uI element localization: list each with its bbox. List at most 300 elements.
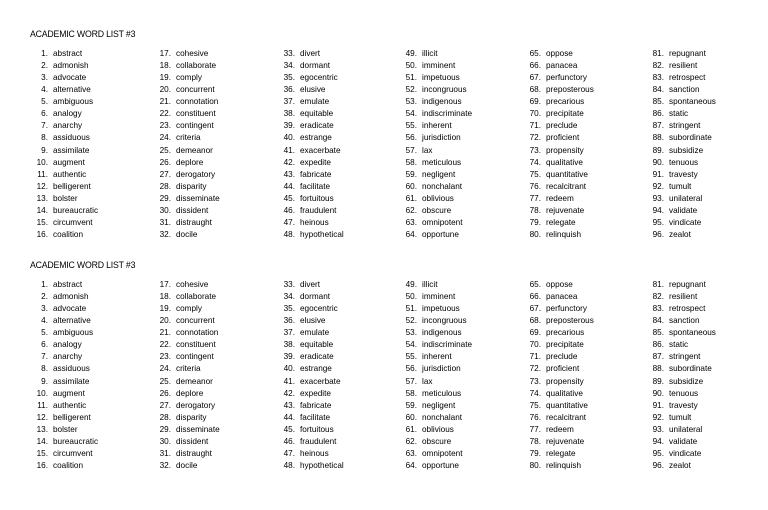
list-item: [523, 145, 643, 157]
item-word: subsidize: [669, 145, 704, 155]
list-item: [153, 436, 273, 448]
item-number: 54.: [405, 340, 417, 350]
item-word: tumult: [669, 412, 692, 422]
item-word: oppose: [546, 280, 573, 289]
item-word: advocate: [53, 304, 87, 314]
list-item: [30, 363, 150, 375]
item-word: admonish: [53, 292, 89, 302]
list-item: [646, 205, 766, 217]
list-item: [646, 327, 766, 339]
item-word: cohesive: [176, 49, 209, 58]
list-item: [646, 291, 766, 303]
list-item: [399, 72, 519, 84]
item-word: negligent: [422, 400, 456, 410]
list-item: [153, 120, 273, 132]
item-number: 6.: [41, 340, 48, 350]
item-number: 54.: [405, 109, 417, 119]
list-item: [30, 339, 150, 351]
list-item: [153, 132, 273, 144]
item-number: 49.: [405, 280, 417, 289]
item-word: circumvent: [53, 448, 93, 458]
list-item: [646, 436, 766, 448]
list-item: [277, 120, 397, 132]
list-item: [30, 436, 150, 448]
item-word: cohesive: [176, 280, 209, 289]
item-number: 70.: [529, 109, 541, 119]
item-number: 40.: [283, 133, 295, 143]
list-item: [30, 169, 150, 181]
item-word: relinquish: [546, 460, 582, 470]
item-word: bureaucratic: [53, 436, 99, 446]
item-number: 64.: [405, 229, 417, 239]
item-word: redeem: [546, 193, 574, 203]
item-number: 28.: [159, 181, 171, 191]
item-word: fortuitous: [300, 193, 334, 203]
list-item: [30, 400, 150, 412]
item-number: 69.: [529, 97, 541, 107]
item-word: rejuvenate: [546, 205, 585, 215]
item-number: 1.: [41, 49, 48, 58]
item-word: demeanor: [176, 376, 213, 386]
item-word: redeem: [546, 424, 574, 434]
item-number: 90.: [652, 157, 664, 167]
word-column: [30, 48, 150, 241]
list-item: [399, 412, 519, 424]
item-number: 32.: [159, 460, 171, 470]
item-word: oblivious: [422, 193, 454, 203]
item-word: opportune: [422, 229, 459, 239]
item-word: obscure: [422, 205, 452, 215]
item-word: opportune: [422, 460, 459, 470]
list-item: [277, 84, 397, 96]
item-number: 23.: [159, 352, 171, 362]
item-word: disparity: [176, 412, 207, 422]
list-item: [399, 157, 519, 169]
item-word: qualitative: [546, 388, 583, 398]
list-item: [153, 363, 273, 375]
item-number: 75.: [529, 169, 541, 179]
list-item: [153, 205, 273, 217]
list-item: [30, 351, 150, 363]
list-item: [523, 60, 643, 72]
list-title: ACADEMIC WORD LIST #3: [30, 29, 136, 40]
item-word: contingent: [176, 121, 214, 131]
item-word: incongruous: [422, 85, 467, 95]
list-title: ACADEMIC WORD LIST #3: [30, 260, 136, 271]
list-item: [646, 351, 766, 363]
list-item: [30, 145, 150, 157]
item-word: comply: [176, 304, 202, 314]
item-number: 39.: [283, 121, 295, 131]
list-item: [646, 303, 766, 315]
item-number: 69.: [529, 328, 541, 338]
item-number: 14.: [36, 436, 48, 446]
item-number: 18.: [159, 292, 171, 302]
item-word: subordinate: [669, 133, 712, 143]
list-item: [523, 205, 643, 217]
item-number: 3.: [41, 73, 48, 83]
item-word: retrospect: [669, 73, 706, 83]
item-number: 46.: [283, 205, 295, 215]
word-columns: [30, 48, 760, 248]
item-number: 35.: [283, 73, 295, 83]
item-number: 66.: [529, 61, 541, 71]
item-number: 94.: [652, 436, 664, 446]
list-item: [153, 424, 273, 436]
item-number: 3.: [41, 304, 48, 314]
item-number: 80.: [529, 460, 541, 470]
item-number: 60.: [405, 412, 417, 422]
item-word: propensity: [546, 376, 584, 386]
item-word: nonchalant: [422, 412, 463, 422]
item-word: indigenous: [422, 97, 462, 107]
list-item: [277, 217, 397, 229]
item-number: 70.: [529, 340, 541, 350]
list-item: [523, 351, 643, 363]
item-number: 83.: [652, 73, 664, 83]
item-word: assiduous: [53, 364, 90, 374]
item-number: 25.: [159, 376, 171, 386]
list-item: [646, 424, 766, 436]
list-item: [153, 448, 273, 460]
item-number: 7.: [41, 121, 48, 131]
item-number: 74.: [529, 388, 541, 398]
list-item: [277, 181, 397, 193]
item-word: connotation: [176, 328, 219, 338]
item-number: 95.: [652, 448, 664, 458]
list-item: [277, 157, 397, 169]
list-item: [277, 291, 397, 303]
item-number: 91.: [652, 169, 664, 179]
item-word: jurisdiction: [422, 133, 461, 143]
item-word: alternative: [53, 316, 91, 326]
item-number: 59.: [405, 169, 417, 179]
item-word: estrange: [300, 364, 332, 374]
list-item: [399, 108, 519, 120]
list-item: [30, 388, 150, 400]
item-number: 43.: [283, 400, 295, 410]
item-number: 77.: [529, 424, 541, 434]
item-number: 88.: [652, 364, 664, 374]
list-item: [523, 84, 643, 96]
item-word: imminent: [422, 61, 456, 71]
item-word: resilient: [669, 61, 698, 71]
item-word: qualitative: [546, 157, 583, 167]
item-word: abstract: [53, 280, 83, 289]
item-number: 17.: [159, 49, 171, 58]
list-item: [646, 388, 766, 400]
item-number: 65.: [529, 49, 541, 58]
item-word: meticulous: [422, 157, 462, 167]
item-number: 21.: [159, 97, 171, 107]
list-item: [646, 84, 766, 96]
item-number: 23.: [159, 121, 171, 131]
list-item: [30, 327, 150, 339]
list-item: [523, 181, 643, 193]
item-number: 39.: [283, 352, 295, 362]
list-item: [646, 279, 766, 291]
item-number: 11.: [37, 400, 48, 410]
item-word: dissident: [176, 205, 209, 215]
item-word: admonish: [53, 61, 89, 71]
item-number: 82.: [652, 292, 664, 302]
item-word: relegate: [546, 448, 576, 458]
item-word: retrospect: [669, 304, 706, 314]
item-word: bolster: [53, 424, 78, 434]
list-item: [277, 96, 397, 108]
item-word: stringent: [669, 121, 701, 131]
item-word: concurrent: [176, 85, 215, 95]
item-word: preposterous: [546, 85, 594, 95]
item-word: fortuitous: [300, 424, 334, 434]
item-word: augment: [53, 388, 85, 398]
list-item: [523, 229, 643, 241]
item-word: analogy: [53, 340, 82, 350]
list-item: [523, 169, 643, 181]
item-number: 63.: [405, 448, 417, 458]
item-word: disseminate: [176, 424, 220, 434]
word-column: [153, 279, 273, 472]
item-number: 64.: [405, 460, 417, 470]
item-number: 44.: [283, 412, 295, 422]
item-word: recalcitrant: [546, 412, 587, 422]
item-word: ambiguous: [53, 328, 94, 338]
list-item: [30, 448, 150, 460]
item-word: docile: [176, 229, 198, 239]
item-number: 12.: [36, 412, 48, 422]
item-number: 29.: [159, 193, 171, 203]
list-item: [277, 48, 397, 60]
list-item: [153, 460, 273, 472]
item-word: travesty: [669, 169, 698, 179]
item-number: 13.: [36, 193, 48, 203]
item-word: analogy: [53, 109, 82, 119]
item-word: coalition: [53, 229, 84, 239]
item-number: 18.: [159, 61, 171, 71]
list-item: [523, 108, 643, 120]
item-number: 16.: [36, 460, 48, 470]
item-word: subsidize: [669, 376, 704, 386]
list-item: [646, 339, 766, 351]
item-number: 71.: [529, 352, 541, 362]
item-word: distraught: [176, 448, 212, 458]
item-word: precarious: [546, 97, 585, 107]
item-number: 14.: [36, 205, 48, 215]
item-number: 58.: [405, 157, 417, 167]
list-item: [399, 376, 519, 388]
item-word: perfunctory: [546, 304, 587, 314]
item-word: heinous: [300, 217, 329, 227]
item-word: validate: [669, 205, 698, 215]
item-number: 34.: [283, 61, 295, 71]
item-word: ambiguous: [53, 97, 94, 107]
list-item: [277, 108, 397, 120]
item-number: 30.: [159, 436, 171, 446]
list-item: [646, 96, 766, 108]
list-item: [399, 339, 519, 351]
item-word: fabricate: [300, 169, 332, 179]
item-word: derogatory: [176, 400, 216, 410]
list-item: [399, 303, 519, 315]
list-item: [399, 363, 519, 375]
item-word: collaborate: [176, 61, 217, 71]
item-number: 9.: [41, 376, 48, 386]
item-number: 34.: [283, 292, 295, 302]
list-item: [523, 376, 643, 388]
item-word: criteria: [176, 133, 201, 143]
item-number: 2.: [41, 61, 48, 71]
item-number: 32.: [159, 229, 171, 239]
item-word: impetuous: [422, 73, 460, 83]
item-word: imminent: [422, 292, 456, 302]
item-number: 56.: [405, 133, 417, 143]
item-word: constituent: [176, 109, 216, 119]
item-word: stringent: [669, 352, 701, 362]
item-number: 4.: [41, 85, 48, 95]
list-item: [399, 60, 519, 72]
item-word: facilitate: [300, 181, 331, 191]
item-word: indiscriminate: [422, 340, 473, 350]
item-word: zealot: [669, 229, 691, 239]
list-item: [30, 181, 150, 193]
item-word: dormant: [300, 292, 331, 302]
list-item: [153, 84, 273, 96]
item-number: 41.: [283, 145, 295, 155]
list-item: [646, 120, 766, 132]
item-word: distraught: [176, 217, 212, 227]
item-number: 8.: [41, 364, 48, 374]
list-item: [277, 327, 397, 339]
item-word: proficient: [546, 133, 580, 143]
item-number: 80.: [529, 229, 541, 239]
list-item: [153, 291, 273, 303]
list-item: [153, 193, 273, 205]
item-number: 86.: [652, 109, 664, 119]
item-number: 75.: [529, 400, 541, 410]
item-word: hypothetical: [300, 460, 344, 470]
list-item: [153, 108, 273, 120]
item-word: exacerbate: [300, 376, 341, 386]
list-item: [153, 217, 273, 229]
item-number: 77.: [529, 193, 541, 203]
list-item: [30, 132, 150, 144]
item-number: 53.: [405, 328, 417, 338]
list-item: [399, 217, 519, 229]
item-word: spontaneous: [669, 97, 716, 107]
item-number: 22.: [159, 109, 171, 119]
list-item: [399, 424, 519, 436]
list-item: [646, 132, 766, 144]
item-number: 42.: [283, 388, 295, 398]
list-item: [523, 193, 643, 205]
item-number: 50.: [405, 292, 417, 302]
list-item: [30, 193, 150, 205]
list-item: [523, 96, 643, 108]
item-word: assiduous: [53, 133, 90, 143]
item-word: docile: [176, 460, 198, 470]
item-number: 20.: [159, 85, 171, 95]
list-item: [646, 157, 766, 169]
item-number: 78.: [529, 205, 541, 215]
item-number: 94.: [652, 205, 664, 215]
item-number: 83.: [652, 304, 664, 314]
item-word: spontaneous: [669, 328, 716, 338]
item-number: 59.: [405, 400, 417, 410]
item-number: 36.: [283, 85, 295, 95]
list-item: [277, 424, 397, 436]
list-item: [30, 303, 150, 315]
item-number: 35.: [283, 304, 295, 314]
list-item: [153, 315, 273, 327]
list-item: [153, 279, 273, 291]
item-word: divert: [300, 280, 321, 289]
item-word: static: [669, 340, 689, 350]
list-item: [399, 120, 519, 132]
item-number: 85.: [652, 97, 664, 107]
item-number: 96.: [652, 460, 664, 470]
item-word: precipitate: [546, 109, 584, 119]
item-word: constituent: [176, 340, 216, 350]
list-item: [646, 460, 766, 472]
item-word: negligent: [422, 169, 456, 179]
list-item: [646, 448, 766, 460]
list-item: [153, 96, 273, 108]
item-number: 19.: [159, 73, 171, 83]
item-word: emulate: [300, 97, 330, 107]
item-number: 10.: [36, 157, 48, 167]
item-word: equitable: [300, 340, 334, 350]
item-word: oblivious: [422, 424, 454, 434]
item-number: 91.: [652, 400, 664, 410]
list-item: [153, 303, 273, 315]
item-number: 24.: [159, 364, 171, 374]
list-item: [277, 132, 397, 144]
item-word: inherent: [422, 121, 452, 131]
item-word: circumvent: [53, 217, 93, 227]
list-item: [153, 412, 273, 424]
list-item: [277, 363, 397, 375]
list-item: [277, 315, 397, 327]
item-word: lax: [422, 376, 433, 386]
item-number: 50.: [405, 61, 417, 71]
item-word: bolster: [53, 193, 78, 203]
item-word: sanction: [669, 85, 700, 95]
item-word: anarchy: [53, 121, 83, 131]
list-item: [523, 315, 643, 327]
item-number: 61.: [405, 424, 417, 434]
item-word: coalition: [53, 460, 84, 470]
item-word: static: [669, 109, 689, 119]
list-item: [399, 436, 519, 448]
item-number: 16.: [36, 229, 48, 239]
list-item: [646, 108, 766, 120]
item-number: 31.: [159, 448, 171, 458]
list-item: [30, 84, 150, 96]
item-number: 15.: [36, 448, 48, 458]
word-column: [399, 48, 519, 241]
item-word: advocate: [53, 73, 87, 83]
list-item: [646, 363, 766, 375]
item-number: 73.: [529, 145, 541, 155]
item-number: 55.: [405, 352, 417, 362]
item-number: 87.: [652, 121, 664, 131]
item-number: 86.: [652, 340, 664, 350]
list-item: [153, 145, 273, 157]
list-item: [399, 315, 519, 327]
item-number: 27.: [159, 400, 171, 410]
item-number: 30.: [159, 205, 171, 215]
word-column: [399, 279, 519, 472]
